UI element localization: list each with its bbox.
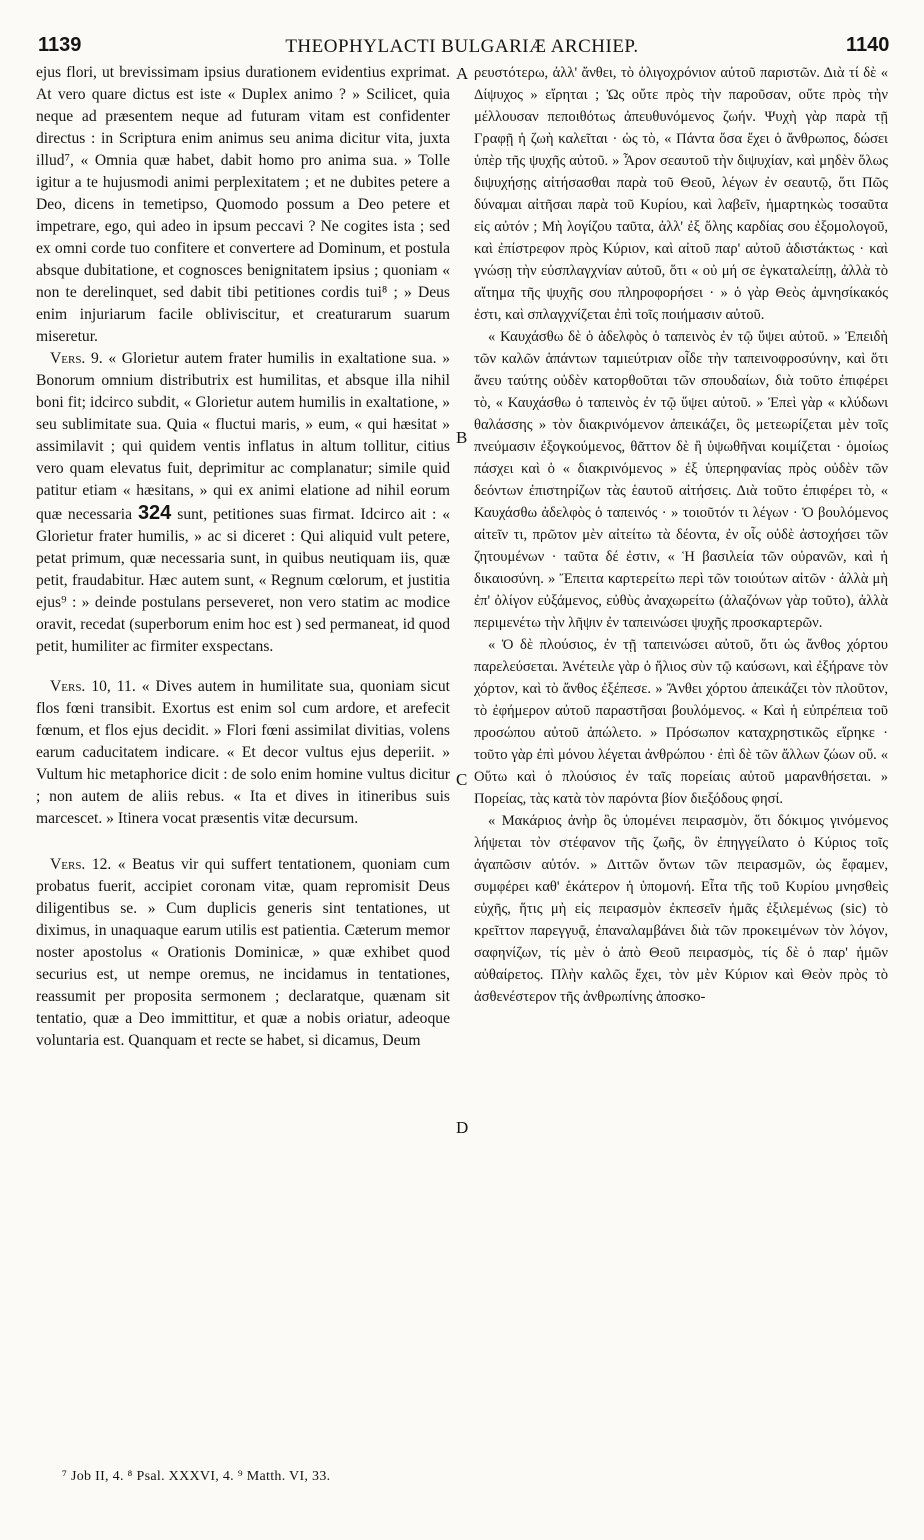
latin-paragraph [36, 348, 450, 658]
margin-letter-b: B [456, 428, 468, 447]
latin-text: « Dives autem in humilitate sua, quoniam sicut flos fœni transibit. Exortus est enim sol cum ardore, et arefecit fœnum, et flos ejus decidit. » Flori fœni assimilat divitias, volens earum caducitatem indicare. « Et decor vultus ejus deperiit. » Vultum hic metaphorice dicit : de solo enim homine vultus dicitur ; non autem de aliis rebus. « Ita et dives in itineribus suis marcescet. » Itinera vocat præsentis vitæ decursum. [36, 678, 450, 827]
page-number-right: 1140 [846, 34, 890, 56]
greek-paragraph: « Ὁ δὲ πλούσιος, ἐν τῇ ταπεινώσει αὐτοῦ, ὅτι ὡς ἄνθος χόρτου παρελεύσεται. Ἀνέτειλε γὰρ ὁ ἥλιος σὺν τῷ καύσωνι, καὶ ἐξήρανε τὸν χόρτον, καὶ τὸ ἄνθος ἐξέπεσε. » Ἄνθει χόρτου ἀπεικάζει τὸν πλοῦτον, τὸ ἐφήμερον αὐτοῦ παραστῆσαι βουλόμενος. « Καὶ ἡ εὐπρέπεια τοῦ προσώπου αὐτοῦ ἀπώλετο. » Πρόσωπον καταχρηστικῶς εἴρηκε · τοῦτο γὰρ ἐπὶ μόνου λέγεται ἀνθρώπου · ἐπὶ δὲ τῶν ἄλλων ζώων οὔ. « Οὕτω καὶ ὁ πλούσιος ἐν ταῖς πορείαις αὐτοῦ μαρανθήσεται. » Πορείας, τὰς κατὰ τὸν παρόντα βίον διεξόδους φησί. [474, 637, 888, 807]
latin-column [36, 62, 450, 1052]
latin-paragraph: ejus flori, ut brevissimam ipsius durationem evidentius exprimat. At vero quare dictus est iste « Duplex animo ? » Scilicet, quia neque ad præsentem neque ad futuram vitam est confidenter directus : in Scriptura enim animus seu anima dicitur vita, juxta illud⁷, « Omnia quæ habet, dabit homo pro anima sua. » Tolle igitur a te hujusmodi animi perplexitatem ; et ne dubites petere a Deo, dicens in temetipso, Quomodo possum a Deo petere et impetrare, ego, qui adeo in ipsum peccavi ? Ne cogites ista ; sed ex omni corde tuo confitere et convertere ad Dominum, et postula absque dubitatione, et cognosces benignitatem ipsius ; quoniam « non te derelinquet, sed dabit tibi petitiones cordis tui⁸ ; » Deus enim injuriarum facile obliviscitur, et creaturarum suarum miseretur. [36, 64, 450, 345]
greek-column [474, 62, 888, 1008]
latin-text: « Beatus vir qui suffert tentationem, quoniam cum probatus fuerit, accipiet coronam vitæ, quam repromisit Deus diligentibus se. » Cum duplicis generis sint tentationes, ut diximus, in unaquaque earum utilis est patientia. Cæterum memor noster apostolus « Orationis Dominicæ, » quæ exhibet quod securius est, ut nempe oremus, ne incidamus in tentationes, reassumit per proposita sermonem ; declaratque, quænam sit tentatio, quæ a Deo immittitur, et quæ a nobis oriatur, adeoque voluntaria est. Quanquam et recte se habet, si dicamus, Deum [36, 856, 450, 1049]
verse-label: Vers. 10, 11. [50, 678, 136, 695]
page-number-left: 1139 [38, 34, 82, 56]
running-head: THEOPHYLACTI BULGARIÆ ARCHIEP. [285, 36, 639, 57]
column-number: 324 [137, 502, 172, 524]
margin-letter-d: D [456, 1118, 469, 1137]
latin-paragraph [36, 676, 450, 830]
latin-text: « Glorietur autem frater humilis in exaltatione sua. » Bonorum omnium distributrix est humilitas, et absque illa nihil boni fit; idcirco subdit, « Glorietur autem humilis in exaltatione, » seu sublimitate sua. Quia « fluctui maris, » eum, « qui hæsitat » assimilavit ; qui quidem ventis inflatus in altum tollitur, citius vero quam elevatus fuit, deprimitur ac complanatur; simile quid patitur etiam « hæsitans, » qui ex animi elatione ad nihil eorum quæ necessaria [36, 350, 450, 523]
latin-paragraph [36, 854, 450, 1052]
verse-label: Vers. 9. [50, 350, 103, 367]
latin-text: sunt, petitiones suas firmat. Idcirco ait : « Glorietur frater humilis, » ac si diceret : Qui aliquid vult petere, petat primum, quæ necessaria sunt, in quibus neutiquam iis, quæ petit, fraudabitur. Hæc autem sunt, « Regnum cœlorum, et justitia ejus⁹ : » deinde postulans perseveret, non vero statim ac modice oravit, recedat (superborum enim hoc est ) sed permaneat, id quod petit, humiliter ac firmiter exspectans. [36, 506, 450, 655]
verse-label: Vers. 12. [50, 856, 112, 873]
greek-paragraph: ρευστότερω, ἀλλ' ἄνθει, τὸ ὀλιγοχρόνιον αὐτοῦ παριστῶν. Διὰ τί δὲ « Δίψυχος » εἴρηται ; Ὡς οὔτε πρὸς τὴν παροῦσαν, οὔτε πρὸς τὴν μέλλουσαν πεποιθότως ἀπευθυνόμενος ζωήν. Ψυχὴ γὰρ παρὰ τῇ Γραφῇ ἡ ζωὴ καλεῖται · ὡς τὸ, « Πάντα ὅσα ἔχει ὁ ἄνθρωπος, δώσει ὑπὲρ τῆς ψυχῆς αὐτοῦ. » Ἆρον σεαυτοῦ τὴν διψυχίαν, καὶ μηδὲν ὅλως διψυχήσῃς αἰτήσασθαι παρὰ τοῦ Θεοῦ, λέγων ἐν σεαυτῷ, ὅτι Πῶς δύναμαι αἰτῆσαι παρὰ τοῦ Κυρίου, καὶ λαβεῖν, ἡμαρτηκὼς τοσαῦτα εἰς αὐτόν ; Μὴ λογίζου ταῦτα, ἀλλ' ἐξ ὅλης καρδίας σου ἐξομολογοῦ, καὶ ἐπίστρεφον πρὸς Κύριον, καὶ αἰτοῦ παρ' αὐτοῦ ἀδιστάκτως · καὶ γνώσῃ τὴν εὐσπλαγχνίαν αὐτοῦ, ὅτι « οὐ μή σε ἐγκαταλείπῃ, ἀλλὰ τὸ αἴτημα τῆς ψυχῆς σου πληροφορήσει · » ὁ γὰρ Θεὸς ἀμνησίκακός ἐστι, καὶ σπλαγχνίζεται ἐπὶ τοῖς ποιήμασιν αὐτοῦ. [474, 65, 888, 323]
footnotes: ⁷ Job II, 4. ⁸ Psal. XXXVI, 4. ⁹ Matth. VI, 33. [62, 1469, 331, 1484]
greek-paragraph: « Μακάριος ἀνὴρ ὃς ὑπομένει πειρασμὸν, ὅτι δόκιμος γινόμενος λήψεται τὸν στέφανον τῆς ζωῆς, ὃν ἐπηγγείλατο ὁ Κύριος τοῖς ἀγαπῶσιν αὐτόν. » Διττῶν ὄντων τῶν πειρασμῶν, ὡς ἔφαμεν, συμφέρει καθ' ἑκάτερον ἡ ὑπομονή. Εἶτα τῆς τοῦ Κυρίου μνησθεὶς εὐχῆς, ἥτις μὴ εἰς πειρασμὸν ἐκπεσεῖν ἡμᾶς ἐξιλεμένως (sic) τὸ κρεῖττον παρεγγυᾷ, ἐπαναλαμβάνει διὰ τῶν προκειμένων τὸν λόγον, σαφηνίζων, τίς μὲν ὁ ἀπὸ Θεοῦ πειρασμὸς, τίς δὲ ὁ παρ' ἡμῶν αὐθαίρετος. Πλὴν καλῶς ἔχει, τὸν μὲν Κύριον καὶ Θεὸν πρὸς τὸ ἀσθενέστερον τῆς ἀνθρωπίνης ἀποσκο- [474, 813, 888, 1005]
margin-letter-c: C [456, 770, 468, 789]
greek-paragraph: « Καυχάσθω δὲ ὁ ἀδελφὸς ὁ ταπεινὸς ἐν τῷ ὕψει αὐτοῦ. » Ἐπειδὴ τῶν καλῶν ἁπάντων ταμιεύτριαν οἶδε τὴν ταπεινοφροσύνην, καὶ ὅτι ἄνευ ταύτης οὐδὲν κατορθοῦται τῶν σπουδαίων, διὰ τοῦτο ἐπιφέρει τὸ, « Καυχάσθω ὁ ταπεινὸς ἐν τῷ ὕψει αὐτοῦ. » Ἐπεὶ γὰρ « κλύδωνι θαλάσσης » τὸν διακρινόμενον ἀπεικάζει, ὃς μετεωρίζεται μὲν τοῖς πνεύμασιν ἐξογκούμενος, θᾶττον δὲ ἢ ὑψωθῆναι κοιμίζεται · ὁμοίως πάσχει καὶ ὁ « διακρινόμενος » ἐξ ὑπερηφανίας πρὸς οὐδὲν τῶν δεόντων ἐπιστηρίζων τὰς ἑαυτοῦ αἰτήσεις. Διὰ τοῦτο ἐπιφέρει τὸ, « Καυχάσθω ἀδελφὸς ὁ ταπεινός · » τοιοῦτόν τι λέγων · Ὁ βουλόμενος αἰτεῖν τι, πρῶτον μὲν αἰτείτω τὰ δέοντα, ἐν οἷς οὐδὲ ἀστοχήσει τῶν ζητουμένων · ταῦτα δέ ἐστιν, « Ἡ βασιλεία τῶν οὐρανῶν, καὶ ἡ δικαιοσύνη. » Ἔπειτα καρτερείτω περὶ τῶν τοιούτων αἰτῶν · ἀλλὰ μὴ ἐπ' ὀλίγον εὐξάμενος, εὐθὺς ἀναχωρείτω (ἀλαζόνων γὰρ τοῦτο), ἀλλὰ περιμενέτω τὴν λῆψιν ἐν ταπεινώσει ψυχῆς προσκαρτερῶν. [474, 329, 888, 631]
margin-letter-a: A [456, 64, 469, 83]
